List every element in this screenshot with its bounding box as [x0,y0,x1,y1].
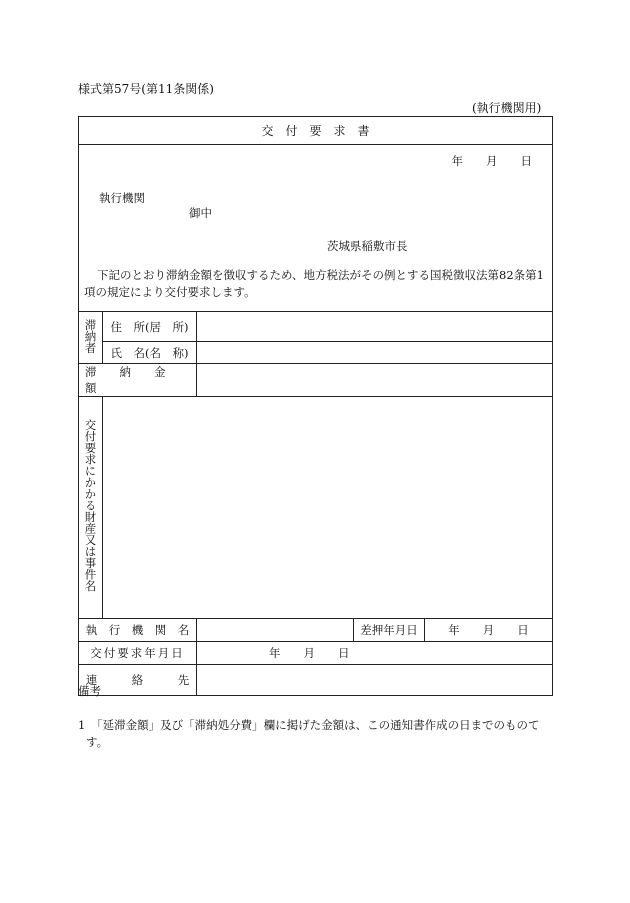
name-field[interactable] [197,342,553,364]
address-field[interactable] [197,312,553,342]
property-field[interactable] [103,397,553,619]
intro-section [79,145,553,312]
request-date-label: 交付要求年月日 [79,642,197,665]
execution-agency-label: 執 行 機 関 名 [79,619,197,642]
note-line-2: す。 [86,735,109,749]
seizure-date-label: 差押年月日 [354,619,425,642]
body-line-2: 項の規定により交付要求します。 [84,285,256,299]
amount-field[interactable] [197,364,553,397]
name-label: 氏 名(名 称) [103,342,197,364]
request-form-table [78,116,553,696]
execution-agency-field[interactable] [197,619,354,642]
addressee-agency: 執行機関 [99,191,145,205]
request-date-field[interactable]: 年 月 日 [197,642,553,665]
contact-field[interactable] [197,665,553,696]
note-line-1: 1 「延滞金額」及び「滞納処分費」欄に掲げた金額は、この通知書作成の日までのものて [78,718,540,732]
contact-label: 連 絡 先 [79,665,197,696]
honorific: 御中 [189,206,212,220]
delinquent-group-label: 滞納者 [79,312,103,364]
address-label: 住 所(居 所) [103,312,197,342]
amount-label: 滞 納 金 額 [79,364,197,397]
issuer: 茨城県稲敷市長 [327,239,408,253]
issue-date: 年 月 日 [451,154,533,168]
seizure-date-field[interactable]: 年 月 日 [425,619,553,642]
property-label: 交付要求にかかる財産又は事件名 [79,397,103,619]
form-number: 様式第57号(第11条関係) [78,82,214,96]
usage-label: (執行機関用) [472,101,542,115]
notes-heading: 備考 [78,684,101,698]
document-title: 交 付 要 求 書 [79,117,553,145]
body-line-1: 下記のとおり滞納金額を徴収するため、地方税法がその例とする国税徴収法第82条第1 [97,268,544,282]
